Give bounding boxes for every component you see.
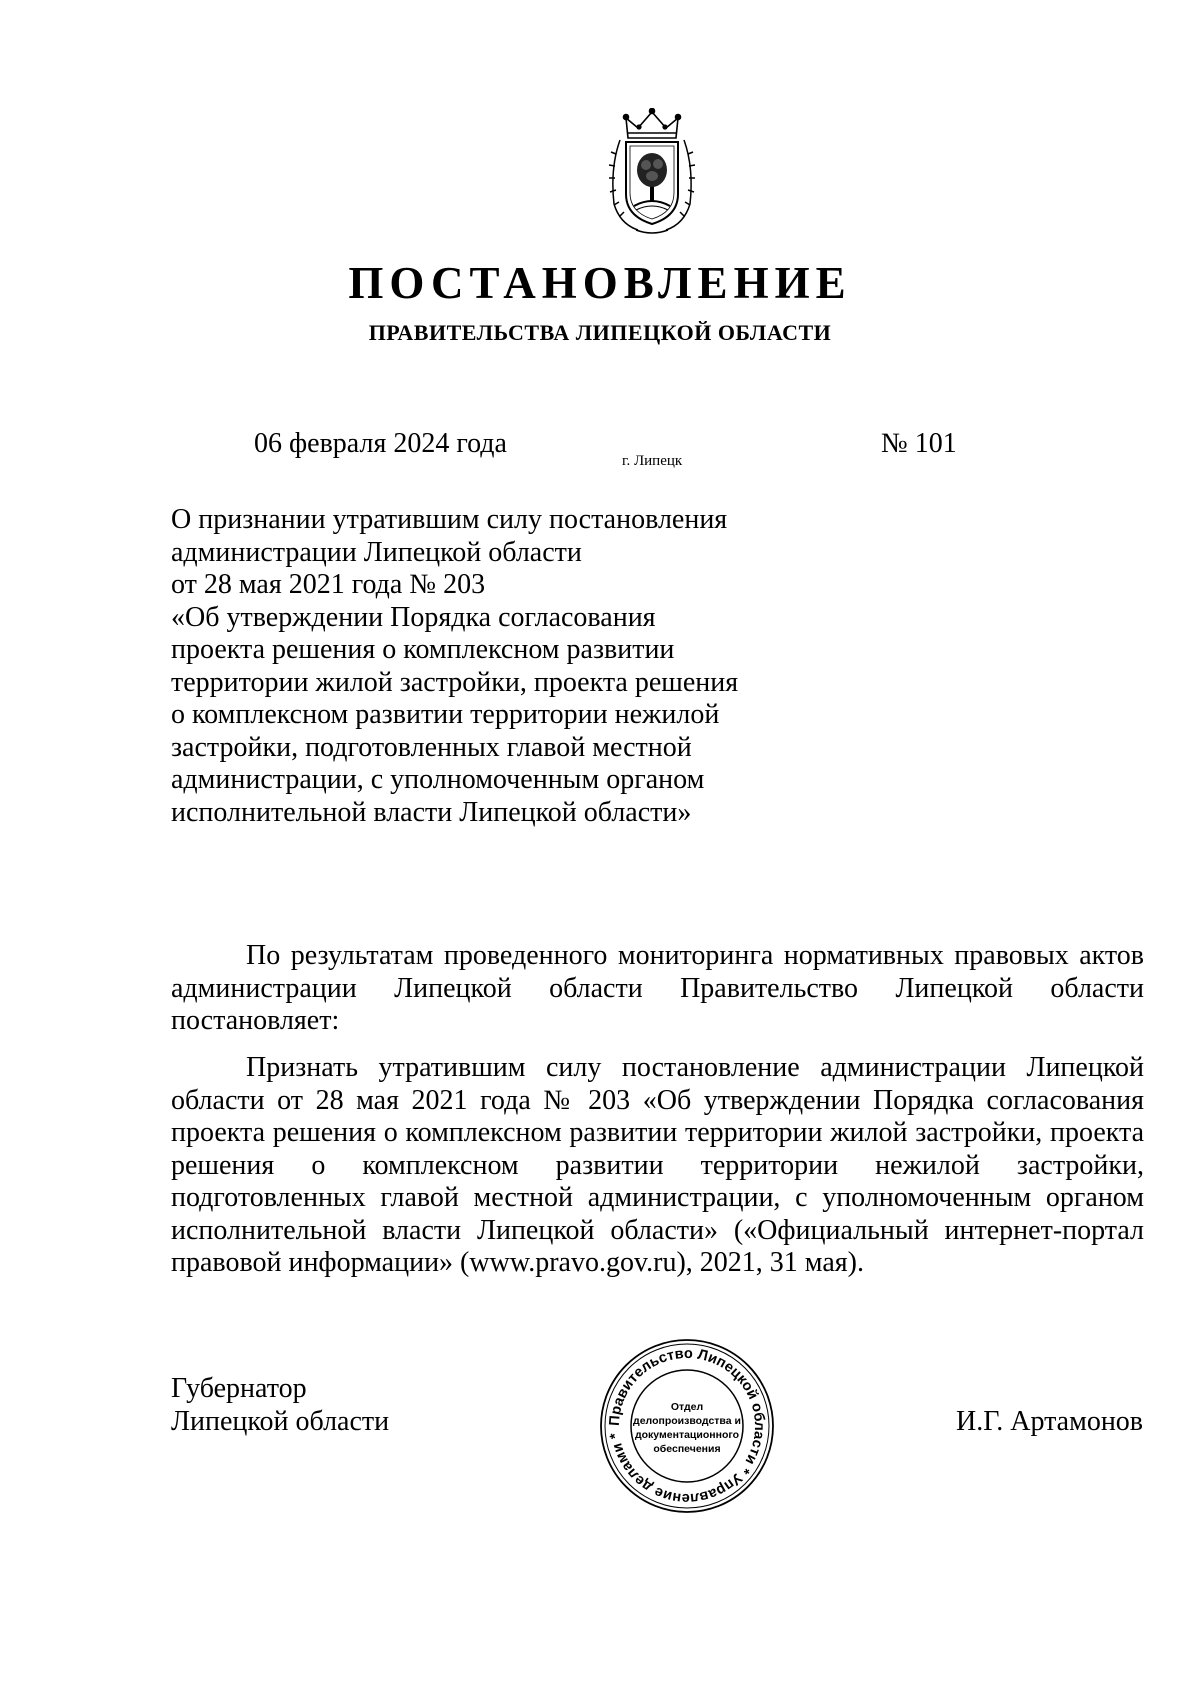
document-subtitle: ПРАВИТЕЛЬСТВА ЛИПЕЦКОЙ ОБЛАСТИ xyxy=(368,320,832,345)
heading-line: исполнительной власти Липецкой области» xyxy=(171,796,692,828)
coat-of-arms-emblem xyxy=(606,108,698,238)
signatory-position-line-1: Губернатор xyxy=(171,1373,307,1404)
document-city: г. Липецк xyxy=(622,453,683,469)
document-title: ПОСТАНОВЛЕНИЕ xyxy=(348,258,852,308)
stamp-inner-line: делопроизводства и xyxy=(633,1415,741,1427)
document-heading xyxy=(171,504,791,829)
heading-line: застройки, подготовленных главой местной xyxy=(171,731,692,763)
signatory-position-line-2: Липецкой области xyxy=(171,1406,390,1437)
heading-line: «Об утверждении Порядка согласования xyxy=(171,601,656,633)
stamp-inner-line: Отдел xyxy=(670,1401,704,1413)
heading-line: о комплексном развитии территории нежилой xyxy=(171,699,720,730)
body-paragraph-1: По результатам проведенного мониторинга нормативных правовых актов администрации Липецкой области Правительство Липецкой области постановляет: xyxy=(171,940,1144,1036)
heading-line: О признании утратившим силу постановления xyxy=(171,504,728,535)
document-number: № 101 xyxy=(881,428,957,459)
official-stamp xyxy=(597,1336,777,1516)
heading-line: администрации Липецкой области xyxy=(171,536,582,568)
signatory-name: И.Г. Артамонов xyxy=(956,1406,1144,1437)
heading-line: от 28 мая 2021 года № 203 xyxy=(171,569,486,600)
signatory-position xyxy=(171,1372,389,1438)
stamp-inner-line: обеспечения xyxy=(653,1443,721,1455)
heading-line: проекта решения о комплексном развитии xyxy=(171,634,675,665)
heading-line: территории жилой застройки, проекта решения xyxy=(171,666,739,698)
stamp-inner-line: документационного xyxy=(634,1429,740,1441)
document-date: 06 февраля 2024 года xyxy=(254,428,507,459)
heading-line: администрации, с уполномоченным органом xyxy=(171,764,705,795)
stamp-outer-text: Правительство Липецкой области * Управление делами * xyxy=(606,1345,768,1507)
body-paragraph-2: Признать утратившим силу постановление администрации Липецкой области от 28 мая 2021 года № 203 «Об утверждении Порядка согласования проекта решения о комплексном развитии территории жилой застройки, проекта решения о комплексном развитии территории нежилой застройки, подготовленных главой местной администрации, с уполномоченным органом исполнительной власти Липецкой области» («Официальный интернет-портал правовой информации» (www.pravo.gov.ru), 2021, 31 мая). xyxy=(171,1052,1144,1278)
